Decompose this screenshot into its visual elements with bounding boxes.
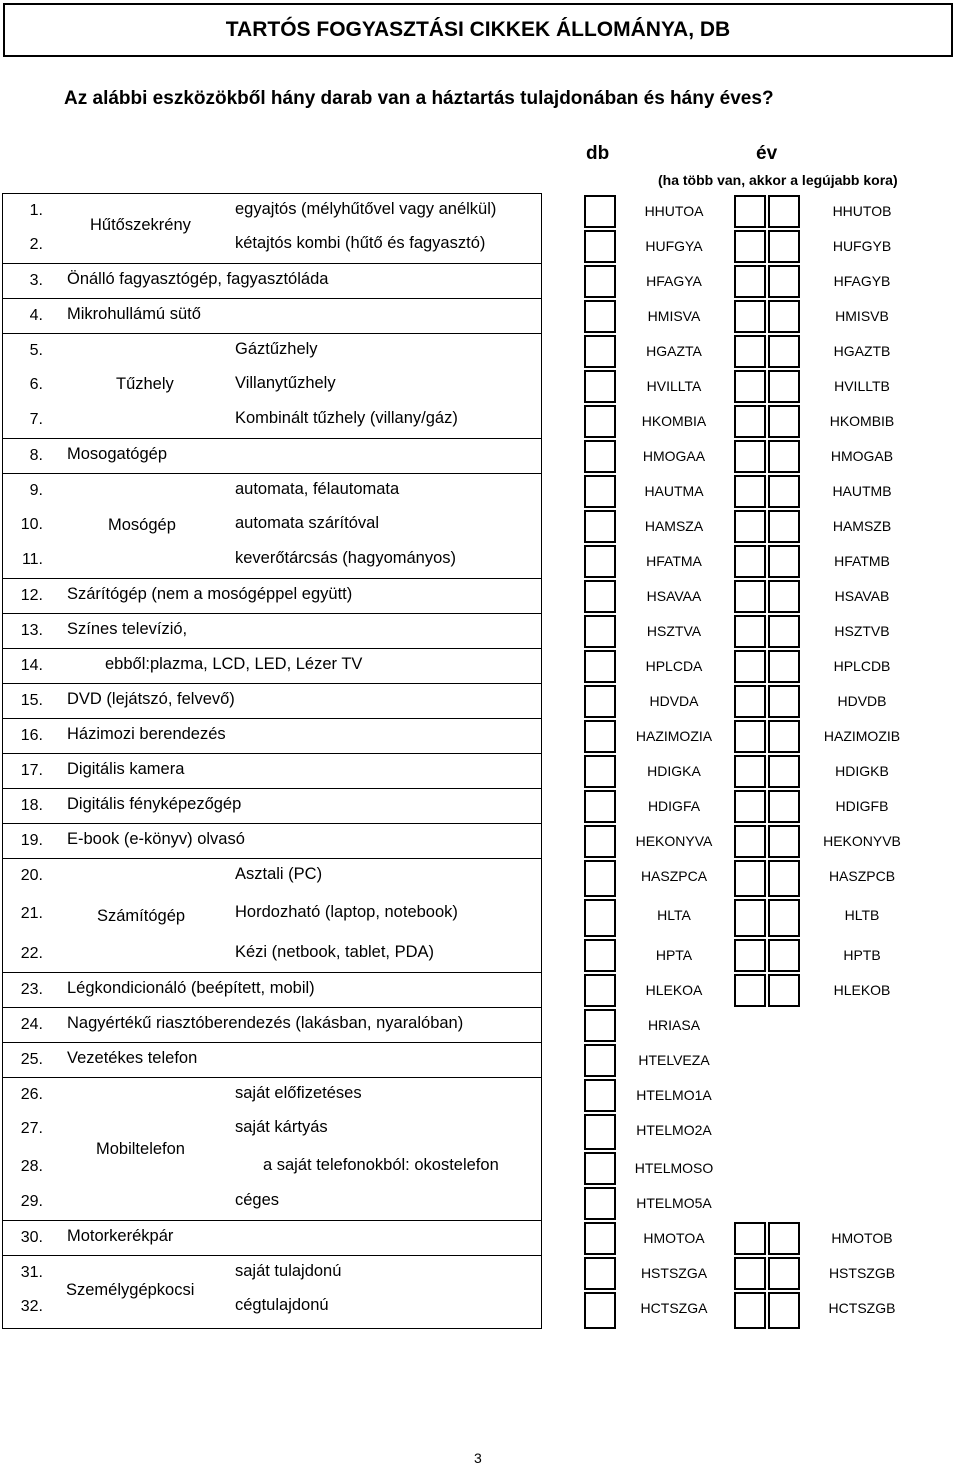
ev-input-box[interactable]: [734, 685, 766, 718]
ev-input-box[interactable]: [768, 475, 800, 508]
row-label: E-book (e-könyv) olvasó: [67, 830, 245, 848]
ev-input-box[interactable]: [734, 475, 766, 508]
db-input-box[interactable]: [584, 580, 616, 613]
table-row: [2, 438, 542, 473]
code-b: HMISVB: [835, 308, 889, 324]
ev-input-box[interactable]: [734, 300, 766, 333]
row-number: 17.: [20, 762, 43, 779]
db-input-box[interactable]: [584, 335, 616, 368]
table-row: [2, 508, 542, 543]
db-input-box[interactable]: [584, 510, 616, 543]
ev-input-box[interactable]: [734, 405, 766, 438]
ev-input-box[interactable]: [768, 685, 800, 718]
row-number: 31.: [20, 1264, 43, 1281]
code-b: HHUTOB: [832, 203, 892, 219]
code-b: HDVDB: [837, 693, 887, 709]
code-b: HFAGYB: [833, 273, 891, 289]
db-input-box[interactable]: [584, 1292, 616, 1329]
row-number: 27.: [20, 1120, 43, 1137]
code-b: HAUTMB: [832, 483, 892, 499]
table-row: [2, 823, 542, 858]
code-b: HCTSZGB: [828, 1300, 896, 1316]
db-input-box[interactable]: [584, 405, 616, 438]
ev-input-box[interactable]: [734, 790, 766, 823]
row-number: 20.: [20, 867, 43, 884]
group-label: Számítógép: [97, 907, 186, 925]
code-a: HSZTVA: [646, 623, 702, 639]
db-input-box[interactable]: [584, 1222, 616, 1255]
db-input-box[interactable]: [584, 685, 616, 718]
row-label: Gáztűzhely: [235, 340, 318, 358]
table-row: [2, 718, 542, 753]
ev-input-box[interactable]: [734, 720, 766, 753]
db-input-box[interactable]: [584, 790, 616, 823]
code-b: HSZTVB: [834, 623, 890, 639]
row-label: automata, félautomata: [235, 480, 400, 498]
ev-input-box[interactable]: [734, 825, 766, 858]
ev-input-box[interactable]: [768, 899, 800, 937]
row-label: Kézi (netbook, tablet, PDA): [235, 943, 435, 961]
code-a: HSAVAA: [646, 588, 702, 604]
row-label: saját tulajdonú: [235, 1262, 342, 1280]
db-input-box[interactable]: [584, 720, 616, 753]
code-a: HEKONYVA: [635, 833, 713, 849]
table-row: [2, 368, 542, 403]
row-label: saját előfizetéses: [235, 1084, 362, 1102]
code-b: HPLCDB: [833, 658, 891, 674]
db-input-box[interactable]: [584, 860, 616, 897]
header-db: db: [586, 143, 610, 164]
db-input-box[interactable]: [584, 1044, 616, 1077]
row-number: 7.: [29, 411, 43, 428]
code-b: HSTSZGB: [828, 1265, 896, 1281]
code-b: HVILLTB: [834, 378, 890, 394]
row-number: 29.: [20, 1193, 43, 1210]
table-row: [2, 1185, 542, 1220]
row-number: 13.: [20, 622, 43, 639]
code-b: HASZPCB: [828, 868, 896, 884]
row-number: 28.: [20, 1158, 43, 1175]
code-a: HFAGYA: [646, 273, 702, 289]
row-label: a saját telefonokból: okostelefon: [263, 1156, 499, 1174]
row-number: 12.: [20, 587, 43, 604]
row-label: Önálló fagyasztógép, fagyasztóláda: [67, 270, 329, 288]
table-row: [2, 298, 542, 333]
code-a: HLEKOA: [645, 982, 703, 998]
code-a: HDVDA: [649, 693, 699, 709]
row-number: 32.: [20, 1298, 43, 1315]
table-row: [2, 1220, 542, 1255]
row-label: Villanytűzhely: [235, 374, 336, 392]
code-a: HAMSZA: [644, 518, 704, 534]
ev-input-box[interactable]: [768, 510, 800, 543]
ev-input-box[interactable]: [734, 230, 766, 263]
db-input-box[interactable]: [584, 370, 616, 403]
code-a: HFATMA: [646, 553, 702, 569]
table-row: [2, 897, 542, 937]
row-number: 23.: [20, 981, 43, 998]
code-b: HFATMB: [834, 553, 890, 569]
code-b: HPTB: [843, 947, 881, 963]
ev-input-box[interactable]: [768, 939, 800, 972]
code-a: HPTA: [655, 947, 693, 963]
code-a: HCTSZGA: [640, 1300, 708, 1316]
db-input-box[interactable]: [584, 974, 616, 1007]
code-a: HUFGYA: [645, 238, 703, 254]
code-a: HDIGKA: [647, 763, 701, 779]
db-input-box[interactable]: [584, 475, 616, 508]
row-number: 21.: [20, 905, 43, 922]
row-number: 24.: [20, 1016, 43, 1033]
db-input-box[interactable]: [584, 650, 616, 683]
code-a: HSTSZGA: [640, 1265, 708, 1281]
row-number: 1.: [29, 202, 43, 219]
table-row: [2, 1077, 542, 1112]
group-label: Mosógép: [108, 516, 176, 534]
row-number: 30.: [20, 1229, 43, 1246]
db-input-box[interactable]: [584, 1079, 616, 1112]
ev-input-box[interactable]: [734, 195, 766, 228]
code-a: HHUTOA: [644, 203, 704, 219]
row-number: 11.: [21, 551, 43, 568]
code-b: HLEKOB: [833, 982, 891, 998]
code-a: HLTA: [657, 907, 691, 923]
ev-input-box[interactable]: [768, 720, 800, 753]
row-number: 14.: [20, 657, 43, 674]
table-row: [2, 543, 542, 578]
ev-input-box[interactable]: [768, 860, 800, 897]
ev-input-box[interactable]: [768, 790, 800, 823]
code-a: HTELMO1A: [636, 1087, 712, 1103]
code-a: HAZIMOZIA: [635, 728, 713, 744]
ev-input-box[interactable]: [768, 1292, 800, 1329]
row-label: saját kártyás: [235, 1118, 328, 1136]
ev-input-box[interactable]: [734, 545, 766, 578]
ev-input-box[interactable]: [734, 1257, 766, 1290]
code-a: HTELMOSO: [634, 1160, 714, 1176]
ev-input-box[interactable]: [734, 265, 766, 298]
table-row: [2, 1007, 542, 1042]
code-b: HMOTOB: [831, 1230, 893, 1246]
row-label: Kombinált tűzhely (villany/gáz): [235, 409, 458, 427]
ev-input-box[interactable]: [734, 899, 766, 937]
ev-input-box[interactable]: [768, 545, 800, 578]
page-number: 3: [474, 1450, 482, 1466]
ev-input-box[interactable]: [734, 440, 766, 473]
code-a: HTELVEZA: [638, 1052, 710, 1068]
code-a: HKOMBIA: [641, 413, 707, 429]
row-label: Nagyértékű riasztóberendezés (lakásban, nyaralóban): [67, 1014, 464, 1032]
row-number: 8.: [29, 447, 43, 464]
row-label: Mikrohullámú sütő: [67, 305, 201, 323]
code-b: HDIGKB: [835, 763, 889, 779]
db-input-box[interactable]: [584, 1187, 616, 1220]
row-label: Hordozható (laptop, notebook): [235, 903, 458, 921]
row-number: 10.: [20, 516, 43, 533]
ev-input-box[interactable]: [734, 370, 766, 403]
code-a: HTELMO2A: [636, 1122, 712, 1138]
ev-input-box[interactable]: [734, 1292, 766, 1329]
code-b: HDIGFB: [835, 798, 889, 814]
code-a: HMOGAA: [642, 448, 706, 464]
db-input-box[interactable]: [584, 1009, 616, 1042]
table-row: [2, 578, 542, 613]
table-row: [2, 193, 542, 228]
db-input-box[interactable]: [584, 545, 616, 578]
ev-input-box[interactable]: [768, 195, 800, 228]
db-input-box[interactable]: [584, 899, 616, 937]
group-label: Tűzhely: [116, 375, 174, 393]
row-label: kétajtós kombi (hűtő és fagyasztó): [235, 234, 486, 252]
db-input-box[interactable]: [584, 939, 616, 972]
code-a: HTELMO5A: [636, 1195, 712, 1211]
code-a: HAUTMA: [644, 483, 704, 499]
db-input-box[interactable]: [584, 230, 616, 263]
row-number: 25.: [20, 1051, 43, 1068]
row-label: Motorkerékpár: [67, 1227, 174, 1245]
code-b: HSAVAB: [834, 588, 890, 604]
ev-input-box[interactable]: [768, 580, 800, 613]
row-label: ebből:plazma, LCD, LED, Lézer TV: [105, 655, 363, 673]
ev-input-box[interactable]: [734, 580, 766, 613]
ev-input-box[interactable]: [768, 974, 800, 1007]
row-number: 15.: [20, 692, 43, 709]
table-row: [2, 788, 542, 823]
table-row: [2, 937, 542, 972]
db-input-box[interactable]: [584, 615, 616, 648]
code-b: HGAZTB: [833, 343, 891, 359]
question-text: Az alábbi eszközökből hány darab van a háztartás tulajdonában és hány éves?: [64, 88, 774, 109]
ev-input-box[interactable]: [768, 370, 800, 403]
code-b: HUFGYB: [832, 238, 892, 254]
row-label: automata szárítóval: [235, 514, 379, 532]
row-label: keverőtárcsás (hagyományos): [235, 549, 457, 567]
table-row: [2, 613, 542, 648]
row-number: 3.: [29, 272, 43, 289]
ev-input-box[interactable]: [734, 860, 766, 897]
row-number: 9.: [29, 482, 43, 499]
row-label: céges: [235, 1191, 280, 1209]
row-number: 16.: [20, 727, 43, 744]
db-input-box[interactable]: [584, 755, 616, 788]
row-label: Légkondicionáló (beépített, mobil): [67, 979, 315, 997]
group-label: Mobiltelefon: [96, 1140, 185, 1158]
db-input-box[interactable]: [584, 1152, 616, 1185]
row-label: DVD (lejátszó, felvevő): [67, 690, 235, 708]
table-row: [2, 1150, 542, 1185]
ev-input-box[interactable]: [768, 755, 800, 788]
ev-input-box[interactable]: [734, 1222, 766, 1255]
ev-input-box[interactable]: [734, 510, 766, 543]
table-row: [2, 1112, 542, 1150]
row-label: Digitális fényképezőgép: [67, 795, 242, 813]
ev-input-box[interactable]: [768, 300, 800, 333]
db-input-box[interactable]: [584, 440, 616, 473]
row-number: 22.: [20, 945, 43, 962]
table-row: [2, 683, 542, 718]
ev-input-box[interactable]: [734, 650, 766, 683]
ev-input-box[interactable]: [768, 650, 800, 683]
row-label: Szárítógép (nem a mosógéppel együtt): [67, 585, 353, 603]
code-b: HMOGAB: [830, 448, 894, 464]
db-input-box[interactable]: [584, 195, 616, 228]
ev-input-box[interactable]: [768, 615, 800, 648]
db-input-box[interactable]: [584, 265, 616, 298]
row-label: Asztali (PC): [235, 865, 323, 883]
table-row: [2, 858, 542, 897]
row-label: cégtulajdonú: [235, 1296, 329, 1314]
row-label: Vezetékes telefon: [67, 1049, 198, 1067]
ev-input-box[interactable]: [768, 440, 800, 473]
row-label: egyajtós (mélyhűtővel vagy anélkül): [235, 200, 497, 218]
db-input-box[interactable]: [584, 825, 616, 858]
row-label: Mosogatógép: [67, 445, 167, 463]
row-number: 6.: [29, 376, 43, 393]
ev-input-box[interactable]: [768, 265, 800, 298]
header-note: (ha több van, akkor a legújabb kora): [658, 172, 898, 188]
table-row: [2, 1042, 542, 1077]
page-title: TARTÓS FOGYASZTÁSI CIKKEK ÁLLOMÁNYA, DB: [3, 3, 953, 57]
ev-input-box[interactable]: [734, 755, 766, 788]
row-number: 26.: [20, 1086, 43, 1103]
code-b: HEKONYVB: [823, 833, 901, 849]
ev-input-box[interactable]: [734, 615, 766, 648]
code-a: HMISVA: [647, 308, 701, 324]
table-row: [2, 333, 542, 368]
db-input-box[interactable]: [584, 1114, 616, 1150]
header-ev: év: [756, 143, 778, 164]
table-row: [2, 473, 542, 508]
table-row: [2, 263, 542, 298]
code-a: HMOTOA: [643, 1230, 705, 1246]
code-a: HGAZTA: [646, 343, 702, 359]
ev-input-box[interactable]: [768, 335, 800, 368]
row-label: Színes televízió,: [67, 620, 188, 638]
row-label: Házimozi berendezés: [67, 725, 226, 743]
row-number: 4.: [29, 307, 43, 324]
ev-input-box[interactable]: [768, 1257, 800, 1290]
code-a: HVILLTA: [646, 378, 702, 394]
ev-input-box[interactable]: [734, 939, 766, 972]
table-row: [2, 403, 542, 438]
code-a: HPLCDA: [645, 658, 703, 674]
code-b: HKOMBIB: [829, 413, 895, 429]
group-label: Személygépkocsi: [66, 1281, 195, 1299]
code-a: HDIGFA: [647, 798, 701, 814]
db-input-box[interactable]: [584, 300, 616, 333]
ev-input-box[interactable]: [734, 974, 766, 1007]
row-number: 19.: [20, 832, 43, 849]
ev-input-box[interactable]: [768, 1222, 800, 1255]
table-row: [2, 648, 542, 683]
ev-input-box[interactable]: [768, 405, 800, 438]
table-row: [2, 972, 542, 1007]
code-b: HAZIMOZIB: [823, 728, 901, 744]
table-row: [2, 228, 542, 263]
row-label: Digitális kamera: [67, 760, 185, 778]
db-input-box[interactable]: [584, 1257, 616, 1290]
code-b: HAMSZB: [832, 518, 892, 534]
code-a: HRIASA: [647, 1017, 701, 1033]
code-a: HASZPCA: [640, 868, 708, 884]
group-label: Hűtőszekrény: [90, 216, 191, 234]
ev-input-box[interactable]: [768, 825, 800, 858]
row-number: 5.: [29, 342, 43, 359]
ev-input-box[interactable]: [734, 335, 766, 368]
table-row: [2, 753, 542, 788]
code-b: HLTB: [844, 907, 880, 923]
ev-input-box[interactable]: [768, 230, 800, 263]
row-number: 18.: [20, 797, 43, 814]
row-number: 2.: [29, 236, 43, 253]
